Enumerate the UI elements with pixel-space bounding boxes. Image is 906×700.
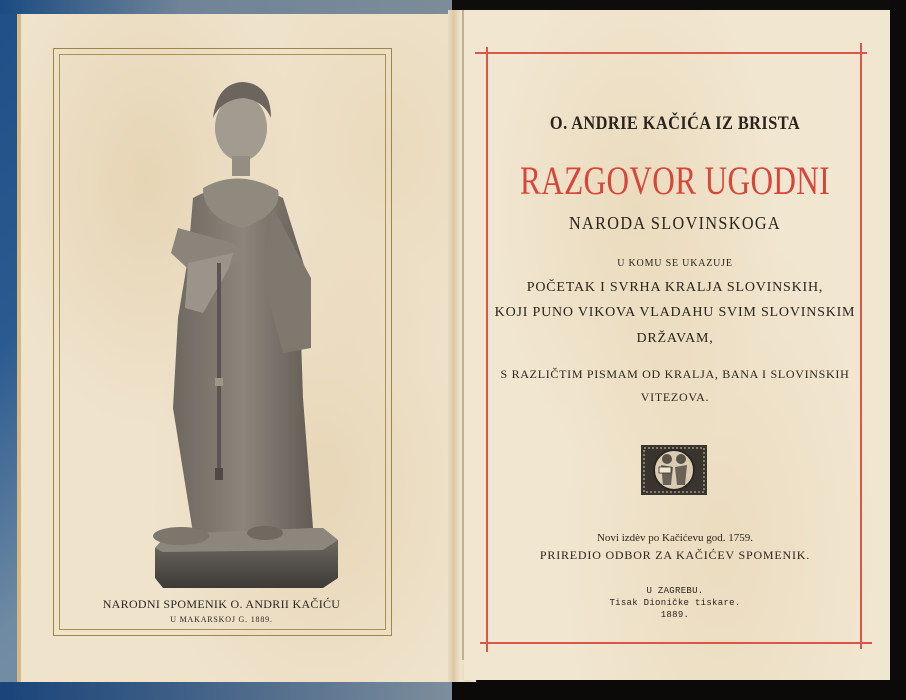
author-line: O. ANDRIE KAČIĆA IZ BRISTA (549, 113, 801, 134)
description-line-3: DRŽAVAM, (636, 331, 714, 346)
statue-illustration (133, 78, 343, 588)
red-rule-bottom (480, 642, 872, 644)
description-line-2: KOJI PUNO VIKOVA VLADAHU SVIM SLOVINSKIM (494, 305, 856, 320)
cover-strip-bottom (0, 682, 452, 700)
background-right (890, 0, 906, 700)
frontispiece-caption: NARODNI SPOMENIK O. ANDRII KAČIĆU (102, 597, 341, 611)
imprint-place: U ZAGREBU. (646, 586, 704, 596)
book-title: RAZGOVOR UGODNI (519, 158, 831, 203)
background-bottom (452, 680, 906, 700)
description-line-1: POČETAK I SVRHA KRALJA SLOVINSKIH, (526, 280, 824, 295)
book-subtitle: NARODA SLOVINSKOGA (569, 213, 781, 233)
cherubs-vignette-icon (641, 445, 707, 495)
editor-note: PRIREDIO ODBOR ZA KAČIĆEV SPOMENIK. (539, 548, 811, 562)
imprint-printer: Tisak Dioničke tiskare. (609, 598, 741, 608)
frontispiece-caption-sub: U MAKARSKOJ G. 1889. (170, 615, 273, 624)
page-edge (17, 14, 21, 682)
imprint-year: 1889. (660, 610, 690, 620)
edition-note: Novi izdèv po Kačićevu god. 1759. (596, 532, 754, 544)
description-line-5: VITEZOVA. (640, 390, 710, 404)
intro-line: U KOMU SE UKAZUJE (617, 258, 733, 269)
red-rule-top (475, 52, 867, 54)
description-line-4: S RAZLIČTIM PISMAM OD KRALJA, BANA I SLOVINSKIH (500, 367, 850, 381)
cover-strip-top (0, 0, 452, 14)
background-top (452, 0, 906, 10)
